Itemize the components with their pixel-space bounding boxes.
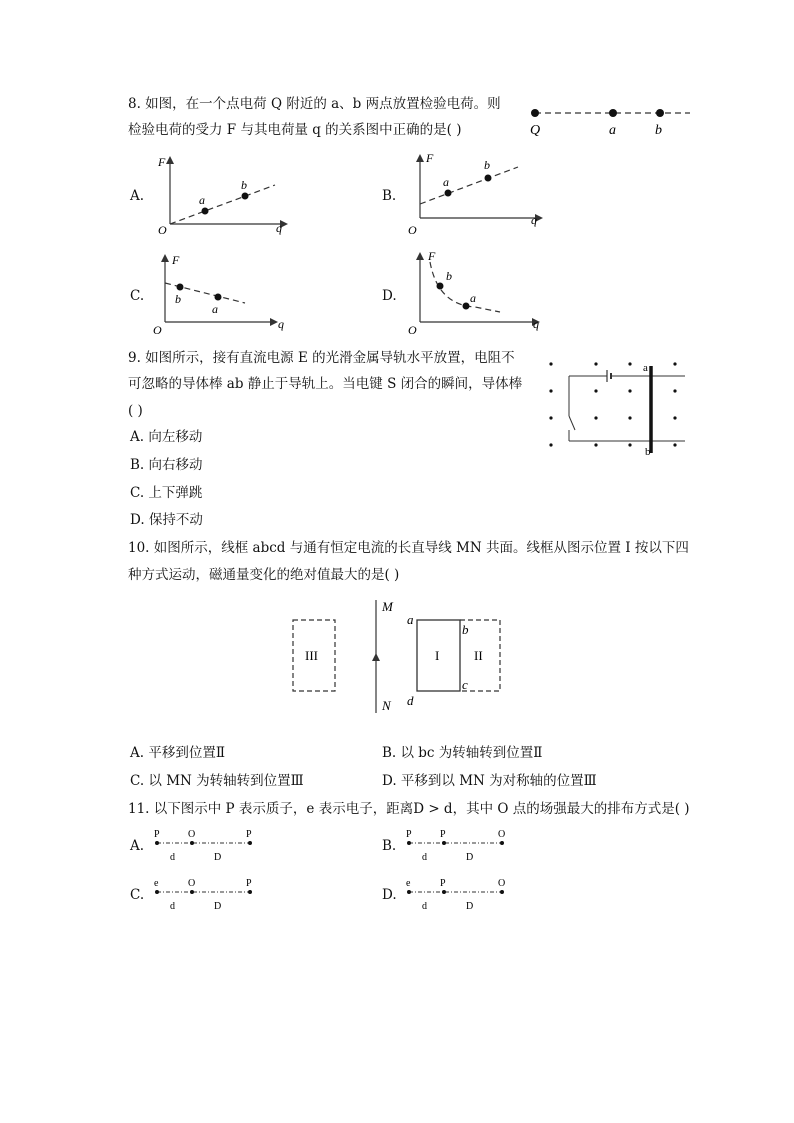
q9-stem-line3: ( ) (128, 403, 143, 419)
q10-stem-line2: 种方式运动，磁通量变化的绝对值最大的是( ) (128, 567, 400, 583)
svg-text:a: a (212, 302, 218, 316)
q9-option-b[interactable]: B. 向右移动 (130, 457, 203, 473)
q11-option-b-label[interactable]: B. (382, 838, 397, 854)
q11-diagram-b (404, 827, 514, 867)
q9-stem-line1: 9. 如图所示，接有直流电源 E 的光滑金属导轨水平放置，电阻不 (128, 350, 515, 366)
q10-option-c[interactable]: C. 以 MN 为转轴转到位置Ⅲ (130, 773, 304, 789)
svg-text:O: O (188, 878, 196, 889)
q11-option-a-label[interactable]: A. (130, 838, 145, 854)
svg-text:e: e (406, 878, 411, 889)
q9-option-c[interactable]: C. 上下弹跳 (130, 485, 203, 501)
q8-stem-line1: 8. 如图，在一个点电荷 Q 附近的 a、b 两点放置检验电荷。则 (128, 96, 501, 112)
q8-charge-figure (525, 100, 695, 140)
q11-diagram-a (152, 827, 262, 867)
q11-diagram-c (152, 876, 262, 916)
svg-text:q: q (278, 317, 284, 331)
q10-label-N: N (382, 698, 391, 713)
q9-option-a[interactable]: A. 向左移动 (130, 429, 203, 445)
q8-option-a-label[interactable]: A. (130, 188, 145, 204)
svg-text:b: b (241, 178, 247, 192)
svg-text:d: d (170, 901, 175, 912)
svg-text:P: P (440, 878, 446, 889)
q11-stem: 11. 以下图示中 P 表示质子，e 表示电子，距离D > d，其中 O 点的场强最大的排布方式是( ) (128, 801, 690, 817)
q8-stem-line2: 检验电荷的受力 F 与其电荷量 q 的关系图中正确的是( ) (128, 122, 462, 138)
svg-text:O: O (498, 829, 506, 840)
q10-stem-line1: 10. 如图所示，线框 abcd 与通有恒定电流的长直导线 MN 共面。线框从图示位置 I 按以下四 (128, 540, 689, 556)
svg-text:P: P (246, 829, 252, 840)
q8-option-c-label[interactable]: C. (130, 288, 145, 304)
svg-text:b: b (446, 269, 452, 283)
q10-label-d: d (407, 693, 414, 708)
svg-text:a: a (199, 193, 205, 207)
svg-text:D: D (466, 901, 474, 912)
svg-text:d: d (170, 852, 175, 863)
q10-option-d[interactable]: D. 平移到以 MN 为对称轴的位置Ⅲ (382, 773, 597, 789)
q8-option-d-label[interactable]: D. (382, 288, 397, 304)
q10-label-b: b (462, 622, 469, 637)
svg-text:b: b (484, 158, 490, 172)
q10-wire-frame-figure (290, 595, 510, 720)
q10-label-I: I (435, 648, 440, 663)
q10-option-a[interactable]: A. 平移到位置Ⅱ (130, 745, 226, 761)
q9-label-a: a (643, 362, 648, 374)
q10-label-c: c (462, 677, 468, 692)
q8-label-b: b (655, 123, 662, 138)
svg-text:d: d (422, 901, 427, 912)
svg-text:q: q (531, 213, 537, 227)
svg-text:F: F (158, 155, 166, 169)
q8-graph-b (400, 152, 545, 237)
q9-circuit-figure (545, 358, 695, 458)
svg-text:D: D (466, 852, 474, 863)
svg-text:F: F (428, 249, 436, 263)
svg-text:O: O (153, 323, 162, 337)
q10-label-II: II (474, 648, 483, 663)
svg-text:O: O (158, 223, 167, 237)
q8-label-Q: Q (530, 123, 541, 138)
q10-option-b[interactable]: B. 以 bc 为转轴转到位置Ⅱ (382, 745, 543, 761)
svg-text:d: d (422, 852, 427, 863)
svg-text:F: F (426, 151, 434, 165)
svg-text:q: q (533, 317, 539, 331)
q9-label-b: b (645, 446, 651, 458)
svg-text:P: P (246, 878, 252, 889)
q9-stem-line2: 可忽略的导体棒 ab 静止于导轨上。当电键 S 闭合的瞬间，导体棒 (128, 376, 523, 392)
q10-label-III: III (305, 648, 318, 663)
q11-diagram-d (404, 876, 514, 916)
q10-label-M: M (382, 599, 393, 614)
svg-text:a: a (470, 291, 476, 305)
svg-text:b: b (175, 292, 181, 306)
svg-text:O: O (188, 829, 196, 840)
q8-label-a: a (609, 123, 616, 138)
q9-option-d[interactable]: D. 保持不动 (130, 512, 203, 528)
q11-option-d-label[interactable]: D. (382, 887, 397, 903)
svg-text:a: a (443, 175, 449, 189)
svg-text:P: P (440, 829, 446, 840)
svg-text:O: O (408, 223, 417, 237)
svg-text:P: P (154, 829, 160, 840)
svg-text:O: O (408, 323, 417, 337)
svg-text:e: e (154, 878, 159, 889)
svg-text:F: F (172, 253, 180, 267)
svg-text:O: O (498, 878, 506, 889)
svg-text:D: D (214, 852, 222, 863)
svg-text:q: q (276, 221, 282, 235)
svg-text:D: D (214, 901, 222, 912)
q10-label-a: a (407, 612, 414, 627)
q8-graph-a (150, 152, 290, 237)
q8-graph-d (400, 250, 545, 335)
svg-text:P: P (406, 829, 412, 840)
q11-option-c-label[interactable]: C. (130, 887, 145, 903)
q8-graph-c (150, 250, 290, 335)
q8-option-b-label[interactable]: B. (382, 188, 397, 204)
